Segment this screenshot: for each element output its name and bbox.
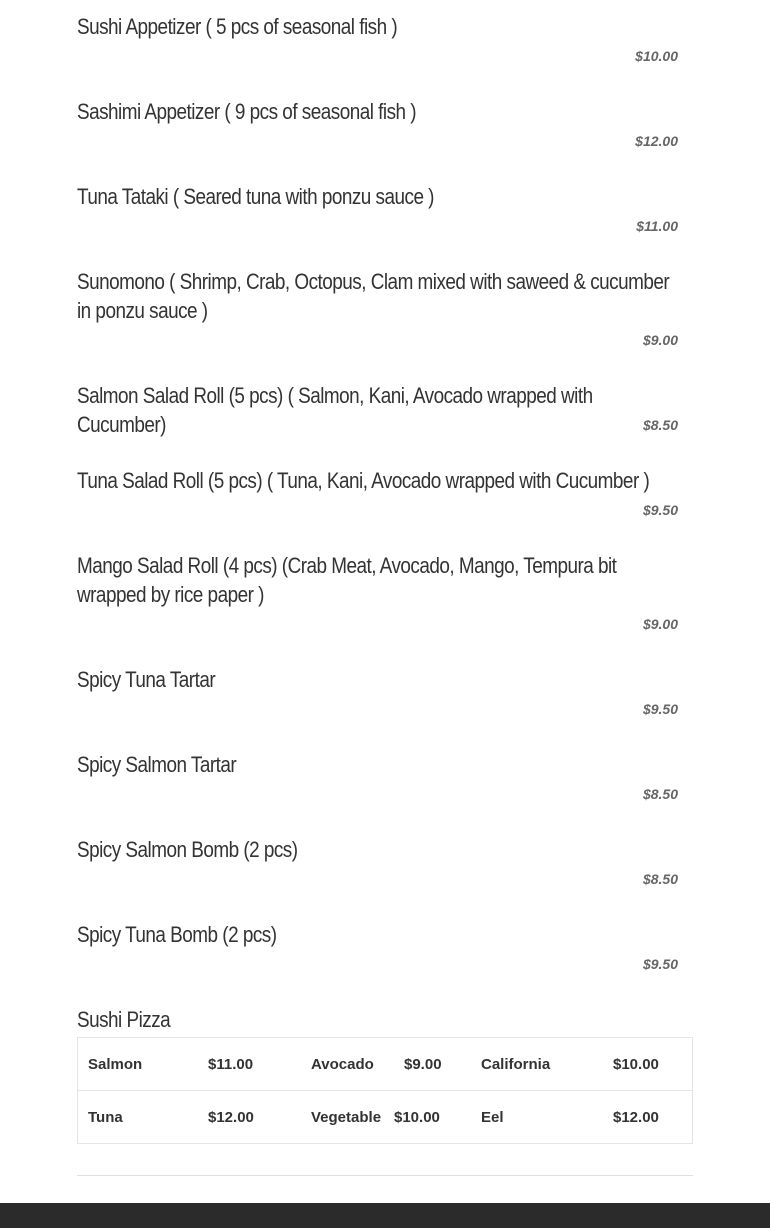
menu-item-price: $9.50 bbox=[642, 502, 678, 518]
menu-item bbox=[77, 835, 693, 887]
menu-item bbox=[77, 750, 693, 802]
pizza-price: $12.00 bbox=[208, 1108, 254, 1126]
menu-item-price: $8.50 bbox=[642, 786, 678, 802]
menu-item bbox=[77, 267, 693, 348]
pizza-price: $9.00 bbox=[394, 1038, 471, 1091]
menu-item-name: Mango Salad Roll (4 pcs) (Crab Meat, Avocado, Mango, Tempura bit wrapped by rice paper ) bbox=[77, 553, 617, 607]
section-divider bbox=[77, 1175, 693, 1176]
menu-item-price: $9.00 bbox=[642, 616, 678, 632]
menu-item bbox=[77, 12, 693, 64]
pizza-price: $11.00 bbox=[198, 1038, 301, 1091]
pizza-name: Eel bbox=[481, 1108, 504, 1126]
pizza-name: Avocado bbox=[301, 1038, 394, 1091]
menu-item-price: $8.50 bbox=[642, 871, 678, 887]
menu-item-price: $10.00 bbox=[635, 48, 678, 64]
menu-item-price: $9.00 bbox=[642, 332, 678, 348]
menu-item-price: $12.00 bbox=[635, 133, 678, 149]
menu-item-name: Sunomono ( Shrimp, Crab, Octopus, Clam mixed with saweed & cucumber in ponzu sauce ) bbox=[77, 269, 670, 323]
pizza-name: Salmon bbox=[78, 1038, 199, 1091]
menu-item-name: Spicy Tuna Bomb (2 pcs) bbox=[77, 922, 277, 947]
page-footer bbox=[0, 1203, 770, 1228]
pizza-price: $10.00 bbox=[394, 1108, 440, 1126]
table-row bbox=[78, 1091, 693, 1144]
menu-item-price: $9.50 bbox=[642, 956, 678, 972]
pizza-price: $12.00 bbox=[613, 1108, 659, 1126]
menu-item bbox=[77, 97, 693, 149]
menu-item bbox=[77, 466, 693, 518]
menu-item-name: Sashimi Appetizer ( 9 pcs of seasonal fish ) bbox=[77, 99, 417, 124]
menu-item-price: $9.50 bbox=[642, 701, 678, 717]
menu-item-price: $11.00 bbox=[636, 218, 678, 234]
menu-item bbox=[77, 551, 693, 632]
pizza-name: Vegetable bbox=[311, 1108, 382, 1126]
menu-item-name: Salmon Salad Roll (5 pcs) ( Salmon, Kani, Avocado wrapped with Cucumber) bbox=[77, 383, 593, 437]
pizza-name: Tuna bbox=[88, 1108, 123, 1126]
menu-item bbox=[77, 665, 693, 717]
menu-item-name: Tuna Tataki ( Seared tuna with ponzu sauce ) bbox=[77, 184, 434, 209]
menu-item bbox=[77, 920, 693, 972]
menu-item-name: Spicy Tuna Tartar bbox=[77, 667, 216, 692]
table-row bbox=[78, 1038, 693, 1091]
menu-item-price: $8.50 bbox=[642, 417, 678, 433]
menu-item bbox=[77, 182, 693, 234]
menu-item-name: Sushi Appetizer ( 5 pcs of seasonal fish ) bbox=[77, 14, 398, 39]
menu-item-name: Spicy Salmon Bomb (2 pcs) bbox=[77, 837, 298, 862]
sushi-pizza-title: Sushi Pizza bbox=[77, 1007, 171, 1032]
pizza-name: California bbox=[471, 1038, 603, 1091]
menu-item bbox=[77, 381, 693, 439]
menu-item-name: Tuna Salad Roll (5 pcs) ( Tuna, Kani, Avocado wrapped with Cucumber ) bbox=[77, 468, 650, 493]
menu-item-name: Spicy Salmon Tartar bbox=[77, 752, 237, 777]
sushi-pizza-table bbox=[77, 1037, 693, 1144]
pizza-price: $10.00 bbox=[603, 1038, 693, 1091]
